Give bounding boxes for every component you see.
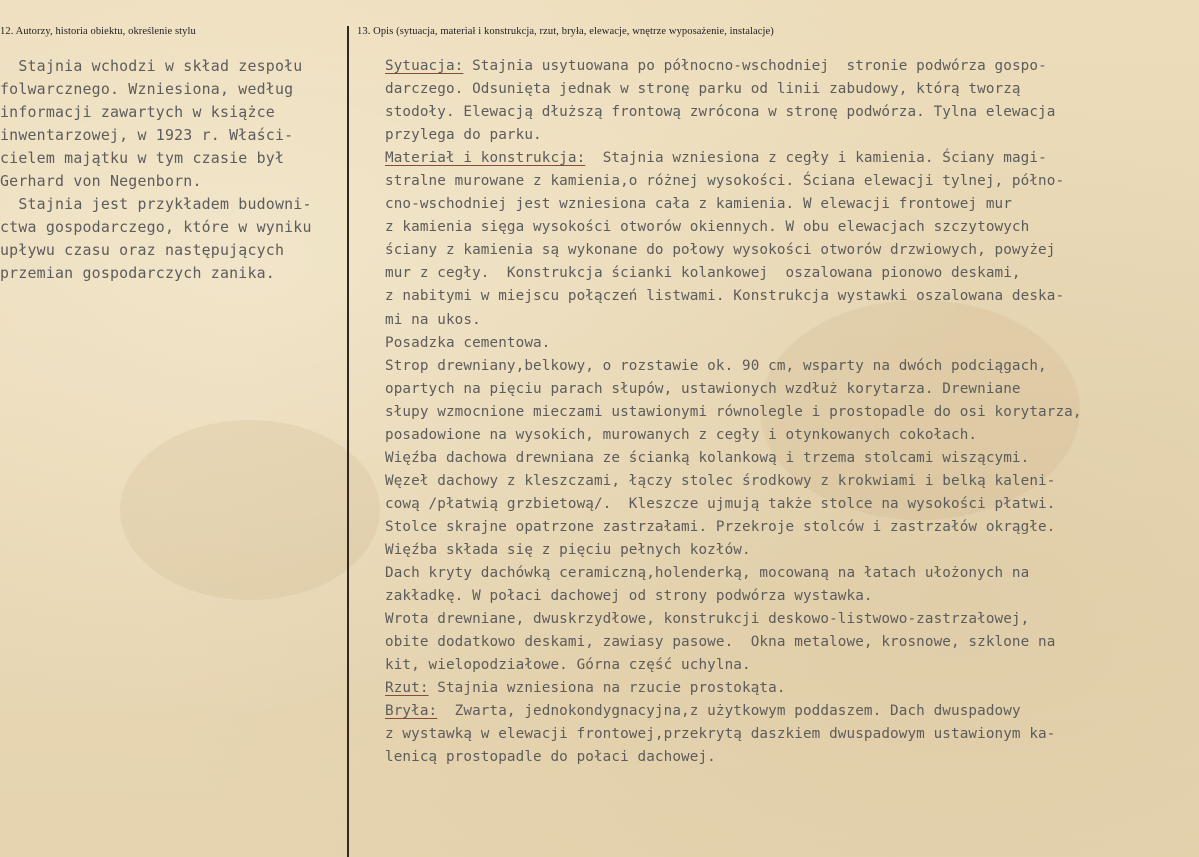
- line-text: Stajnia wzniesiona na rzucie prostokąta.: [428, 680, 786, 697]
- left-column-body: [0, 55, 346, 285]
- right-text-line: [385, 309, 1199, 332]
- line-text: Węzeł dachowy z kleszczami, łączy stolec środkowy z krokwiami i belką kaleni-: [385, 472, 1056, 489]
- right-text-line: [385, 216, 1199, 239]
- paper-stain: [120, 420, 380, 600]
- right-text-line: [385, 700, 1199, 723]
- line-text: Więźba dachowa drewniana ze ścianką kolankową i trzema stolcami wiszącymi.: [385, 449, 1030, 466]
- line-text: cową /płatwią grzbietową/. Kleszcze ujmują także stolce na wysokości płatwi.: [385, 495, 1056, 512]
- line-text: Posadzka cementowa.: [385, 334, 551, 351]
- line-text: mur z cegły. Konstrukcja ścianki kolankowej oszalowana pionowo deskami,: [385, 265, 1021, 282]
- right-text-line: [385, 493, 1199, 516]
- right-text-line: [385, 470, 1199, 493]
- right-text-line: [385, 516, 1199, 539]
- right-text-line: [385, 631, 1199, 654]
- right-text-line: [385, 401, 1199, 424]
- right-text-line: [385, 193, 1199, 216]
- right-text-line: [385, 746, 1199, 769]
- line-text: Dach kryty dachówką ceramiczną,holenderką, mocowaną na łatach ułożonych na: [385, 565, 1030, 582]
- left-text-line: upływu czasu oraz następujących: [0, 241, 285, 260]
- line-text: Więźba składa się z pięciu pełnych kozłów.: [385, 541, 751, 558]
- line-text: ściany z kamienia są wykonane do połowy wysokości otworów drzwiowych, powyżej: [385, 242, 1056, 259]
- right-text-line: [385, 78, 1199, 101]
- line-text: z wystawką w elewacji frontowej,przekrytą daszkiem dwuspadowym ustawionym ka-: [385, 726, 1056, 743]
- left-text-line: inwentarzowej, w 1923 r. Właści-: [0, 126, 294, 145]
- right-text-line: [385, 723, 1199, 746]
- line-text: z nabitymi w miejscu połączeń listwami. Konstrukcja wystawki oszalowana deska-: [385, 288, 1065, 305]
- left-text-line: Stajnia jest przykładem budowni-: [0, 195, 312, 214]
- line-text: mi na ukos.: [385, 311, 481, 328]
- left-column-header: 12. Autorzy, historia obiektu, określenie stylu: [0, 26, 196, 37]
- line-text: stodoły. Elewacją dłuższą frontową zwrócona w stronę podwórza. Tylna elewacja: [385, 104, 1056, 121]
- line-text: posadowione na wysokich, murowanych z cegły i otynkowanych cokołach.: [385, 426, 978, 443]
- line-text: opartych na pięciu parach słupów, ustawionych wzdłuż korytarza. Drewniane: [385, 380, 1021, 397]
- line-text: kit, wielopodziałowe. Górna część uchylna.: [385, 657, 751, 674]
- left-text-line: Stajnia wchodzi w skład zespołu: [0, 57, 303, 75]
- line-text: stralne murowane z kamienia,o różnej wysokości. Ściana elewacji tylnej, półno-: [385, 173, 1065, 190]
- right-text-line: [385, 608, 1199, 631]
- left-text-line: folwarcznego. Wzniesiona, według: [0, 80, 294, 99]
- right-text-line: [385, 355, 1199, 378]
- section-label: Rzut:: [385, 680, 429, 697]
- line-text: obite dodatkowo deskami, zawiasy pasowe. Okna metalowe, krosnowe, szklone na: [385, 634, 1056, 651]
- right-text-line: [385, 447, 1199, 470]
- section-label: Bryła:: [385, 703, 438, 720]
- line-text: Strop drewniany,belkowy, o rozstawie ok. 90 cm, wsparty na dwóch podciągach,: [385, 357, 1047, 374]
- column-divider: [347, 26, 349, 857]
- left-text-line: przemian gospodarczych zanika.: [0, 264, 275, 283]
- left-text-line: informacji zawartych w książce: [0, 103, 275, 122]
- line-text: Zwarta, jednokondygnacyjna,z użytkowym poddaszem. Dach dwuspadowy: [437, 703, 1021, 720]
- right-text-line: [385, 424, 1199, 447]
- right-text-line: [385, 654, 1199, 677]
- right-text-line: [385, 332, 1199, 355]
- section-label: Materiał i konstrukcja:: [385, 150, 586, 167]
- right-text-line: [385, 124, 1199, 147]
- line-text: cno-wschodniej jest wzniesiona cała z kamienia. W elewacji frontowej mur: [385, 196, 1012, 213]
- section-label: Sytuacja:: [385, 58, 464, 74]
- right-text-line: [385, 378, 1199, 401]
- right-text-line: [385, 262, 1199, 285]
- right-text-line: [385, 147, 1199, 170]
- right-text-line: [385, 55, 1199, 78]
- line-text: przylega do parku.: [385, 127, 542, 144]
- right-text-line: [385, 101, 1199, 124]
- left-text-line: cielem majątku w tym czasie był: [0, 149, 285, 168]
- line-text: lenicą prostopadle do połaci dachowej.: [385, 749, 716, 766]
- right-column-header: 13. Opis (sytuacja, materiał i konstrukcja, rzut, bryła, elewacje, wnętrze wyposażenie, instalacje): [357, 26, 774, 37]
- right-text-line: [385, 585, 1199, 608]
- line-text: Stajnia wzniesiona z cegły i kamienia. Ściany magi-: [585, 150, 1047, 167]
- right-text-line: [385, 677, 1199, 700]
- line-text: Stajnia usytuowana po północno-wschodniej stronie podwórza gospo-: [463, 58, 1047, 74]
- left-text-line: Gerhard von Negenborn.: [0, 172, 202, 191]
- right-text-line: [385, 562, 1199, 585]
- line-text: Stolce skrajne opatrzone zastrzałami. Przekroje stolców i zastrzałów okrągłe.: [385, 518, 1056, 535]
- right-text-line: [385, 170, 1199, 193]
- line-text: zakładkę. W połaci dachowej od strony podwórza wystawka.: [385, 588, 873, 605]
- line-text: Wrota drewniane, dwuskrzydłowe, konstrukcji deskowo-listwowo-zastrzałowej,: [385, 611, 1030, 628]
- right-text-line: [385, 239, 1199, 262]
- line-text: słupy wzmocnione mieczami ustawionymi równolegle i prostopadle do osi korytarza,: [385, 403, 1082, 420]
- right-text-line: [385, 539, 1199, 562]
- line-text: darczego. Odsunięta jednak w stronę parku od linii zabudowy, którą tworzą: [385, 81, 1021, 98]
- right-text-line: [385, 285, 1199, 308]
- line-text: z kamienia sięga wysokości otworów okiennych. W obu elewacjach szczytowych: [385, 219, 1030, 236]
- left-text-line: ctwa gospodarczego, które w wyniku: [0, 218, 312, 237]
- right-column-body: [385, 55, 1199, 769]
